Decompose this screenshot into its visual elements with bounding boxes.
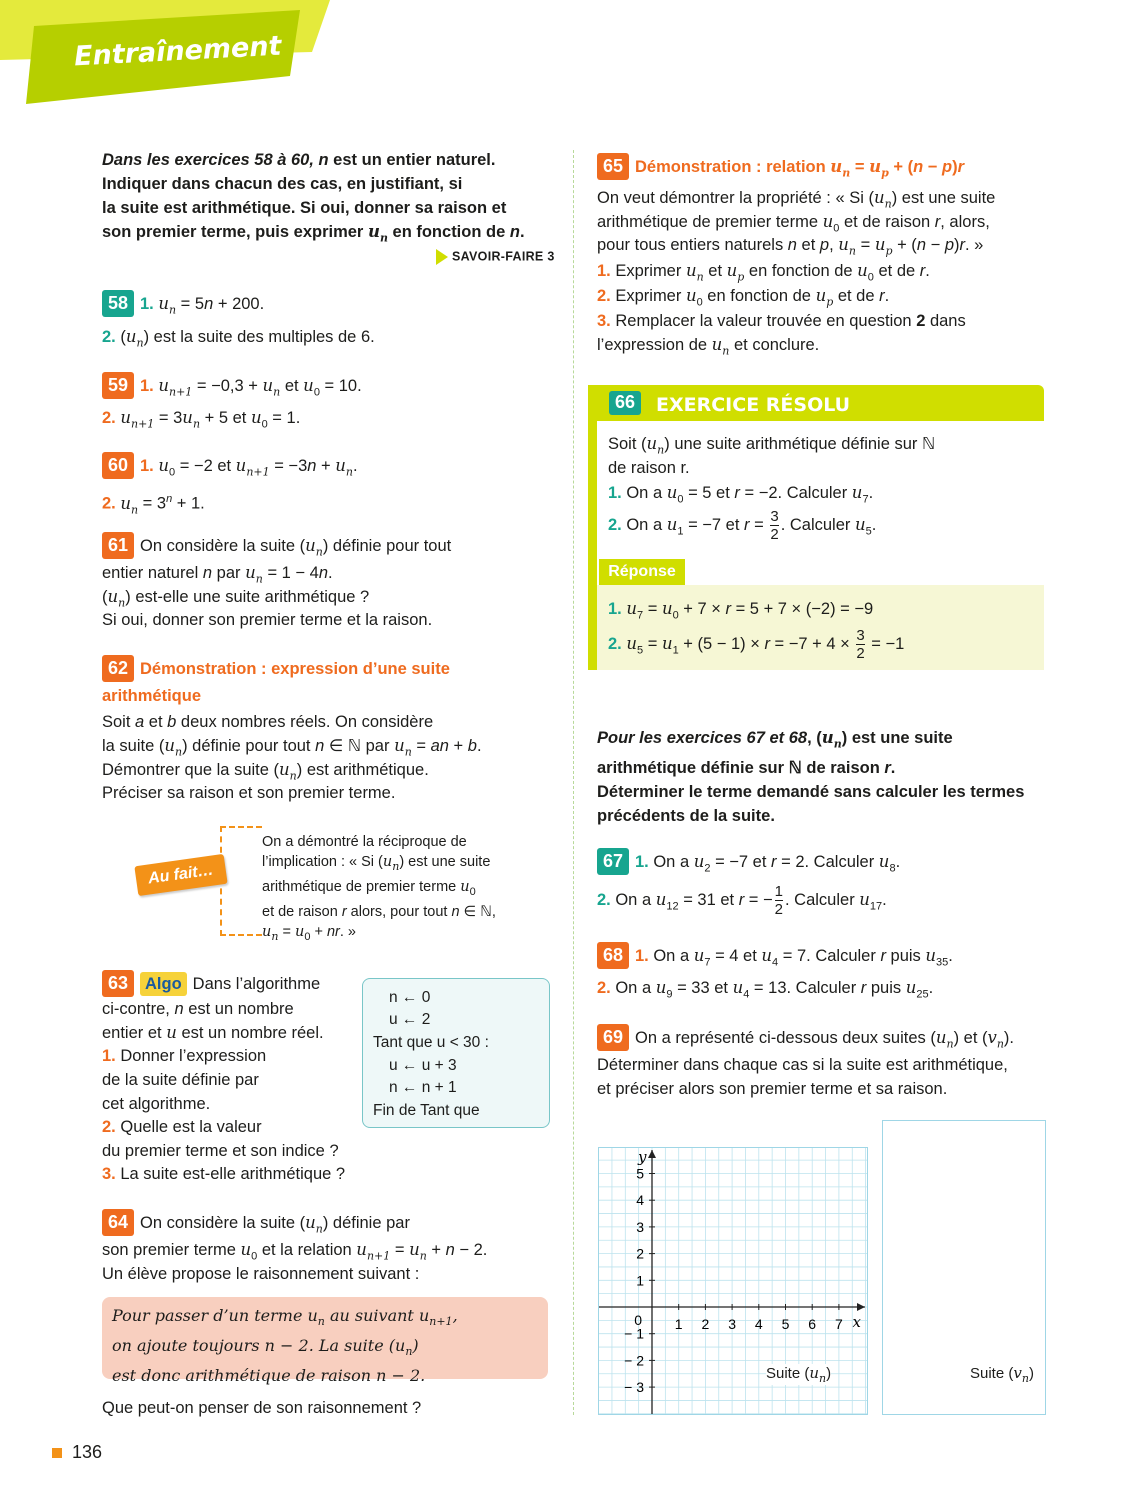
x-tick-label: 7 <box>835 1316 843 1332</box>
ex66-r1: 1. $u_7 = u_0 + 7 \times r = 5 + 7 \times (-2) = -9$ <box>608 599 874 622</box>
ex64-question: Que peut-on penser de son raisonnement ? <box>102 1399 422 1417</box>
ex65-q1: 1. Exprimer $u_n$ et $u_p$ en fonction de $u_0$ et de r. <box>597 261 930 284</box>
ex69-l1: 69 On a représenté ci-dessous deux suites $(u_n)$ et $(v_n)$. <box>597 1024 1014 1056</box>
ex65-number: 65 <box>597 153 629 180</box>
ex66-number-wrap <box>609 391 647 415</box>
ex67-q2: 2. On a $u_{12} = 31$ et r = − $\frac{1}{2}$ . Calculer $u_{17}$. <box>597 883 887 919</box>
algo-line: n ← 0 <box>389 989 431 1006</box>
algo-line: Fin de Tant que <box>373 1102 480 1119</box>
page-marker <box>52 1448 62 1458</box>
ex61-l3: $(u_n)$ est-elle une suite arithmétique ? <box>102 587 370 610</box>
ex65-q3a: 3. Remplacer la valeur trouvée en question 2 dans <box>597 312 966 330</box>
ex63-q3: 3. La suite est-elle arithmétique ? <box>102 1165 346 1183</box>
intro-67-68: Pour les exercices 67 et 68, $(u_n)$ est une suite arithmétique définie sur ℕ de raison r. Déterminer le terme demandé sans calculer les termes précédents de la suite. <box>597 728 1025 826</box>
ex68-q2: 2. On a $u_9 = 33$ et $u_4 = 13$. Calculer r puis $u_{25}$. <box>597 978 934 1001</box>
ex59-q2: 2. $u_{n+1} = 3u_n + 5$ et $u_0 = 1$. <box>102 408 301 431</box>
ex66-l1: Soit $(u_n)$ une suite arithmétique définie sur ℕ <box>608 434 936 457</box>
ex62-title: 62 Démonstration : expression d’une suite <box>102 655 450 682</box>
ex58-number: 58 <box>102 290 134 317</box>
algo-line: n ← n + 1 <box>389 1079 457 1096</box>
ex61-l4: Si oui, donner son premier terme et la raison. <box>102 611 433 629</box>
ex67-number: 67 <box>597 848 629 875</box>
ex69-l2: Déterminer dans chaque cas si la suite est arithmétique, <box>597 1056 1008 1074</box>
ex59-q1: 59 1. $u_{n+1} = -0,3 + u_n$ et $u_0 = 10$. <box>102 372 362 404</box>
algo-line: u ← 2 <box>389 1011 431 1028</box>
ex58-q2: 2. $(u_n)$ est la suite des multiples de 6. <box>102 327 375 350</box>
ex63-q2b: du premier terme et son indice ? <box>102 1142 339 1160</box>
ex64-number: 64 <box>102 1209 134 1236</box>
ex65-l3: pour tous entiers naturels n et p, $u_n = u_p + (n - p)r$. » <box>597 235 984 258</box>
y-tick-label: − 1 <box>624 1325 644 1342</box>
ex62-number: 62 <box>102 655 134 682</box>
ex66-l2: de raison r. <box>608 459 690 477</box>
x-tick-label: 2 <box>701 1316 710 1332</box>
ex65-title: 65 Démonstration : relation $u_n = u_p + (n - p)r$ <box>597 153 964 185</box>
ex63-q1c: cet algorithme. <box>102 1095 211 1113</box>
y-tick-label: 1 <box>636 1272 644 1289</box>
y-axis-arrow <box>648 1150 656 1158</box>
ex64-l1: 64 On considère la suite $(u_n)$ définie par <box>102 1209 410 1241</box>
ex63-q1a: 1. Donner l’expression <box>102 1047 267 1065</box>
ex62-l2: la suite $(u_n)$ définie pour tout n ∈ ℕ par $u_n$ = an + b. <box>102 736 482 759</box>
y-tick-label: − 2 <box>624 1352 644 1369</box>
page-number: 136 <box>72 1442 103 1462</box>
y-tick-label: 3 <box>636 1218 644 1235</box>
ex59-number: 59 <box>102 372 134 399</box>
ex61-number: 61 <box>102 532 134 559</box>
ex63-l2: ci-contre, n est un nombre <box>102 1000 294 1018</box>
ex69-number: 69 <box>597 1024 629 1051</box>
ex67-q1: 67 1. On a $u_2 = -7$ et r = 2. Calculer $u_8$. <box>597 848 900 880</box>
y-tick-label: 5 <box>636 1165 644 1182</box>
ex58-q1: 58 1. $u_n = 5n + 200$. <box>102 290 264 322</box>
ex63-l3: entier et u est un nombre réel. <box>102 1023 324 1042</box>
ex66-q1: 1. On a $u_0 = 5$ et r = −2. Calculer $u_7$. <box>608 483 874 506</box>
ex66-number: 66 <box>609 391 641 415</box>
graph-u-caption: Suite $(u_n)$ <box>766 1364 832 1385</box>
x-tick-label: 4 <box>754 1316 763 1332</box>
ex68-q1: 68 1. On a $u_7 = 4$ et $u_4 = 7$. Calculer r puis $u_{35}$. <box>597 942 953 974</box>
ex65-l1: On veut démontrer la propriété : « Si $(u_n)$ est une suite <box>597 188 996 211</box>
resolu-title: EXERCICE RÉSOLU <box>656 394 851 416</box>
graph-v-caption: Suite $(v_n)$ <box>970 1364 1034 1385</box>
origin-label: 0 <box>634 1312 642 1328</box>
page-title: Entraînement <box>73 30 283 73</box>
ex62-title2: arithmétique <box>102 687 202 705</box>
ex60-number: 60 <box>102 452 134 479</box>
y-tick-label: 4 <box>636 1192 644 1209</box>
y-tick-label: 2 <box>636 1245 644 1262</box>
ex62-l3: Démontrer que la suite $(u_n)$ est arithmétique. <box>102 760 429 783</box>
ex64-l2: son premier terme $u_0$ et la relation $u_{n+1} = u_n + n - 2$. <box>102 1240 488 1263</box>
ex63-number: 63 <box>102 970 134 997</box>
ex61-l1: 61 On considère la suite $(u_n)$ définie pour tout <box>102 532 451 564</box>
ex60-q2: 2. $u_n = 3^n + 1$. <box>102 493 205 516</box>
x-axis-arrow <box>857 1303 865 1311</box>
column-separator <box>573 150 574 1415</box>
ex65-q3b: l’expression de $u_n$ et conclure. <box>597 335 820 358</box>
ex63-q1b: de la suite définie par <box>102 1071 259 1089</box>
play-icon <box>436 249 448 265</box>
intro-58-60: Dans les exercices 58 à 60, n est un entier naturel. Indiquer dans chacun des cas, en justifiant, si la suite est arithmétique. Si oui, donner sa raison et son premier terme, puis exprimer $u_n$ en fonction de n. <box>102 151 525 245</box>
au-fait-tag: Au fait… <box>134 854 227 896</box>
x-tick-label: 1 <box>674 1316 683 1332</box>
ex68-number: 68 <box>597 942 629 969</box>
ex69-l3: et préciser alors son premier terme et sa raison. <box>597 1080 948 1098</box>
ex62-l4: Préciser sa raison et son premier terme. <box>102 784 396 802</box>
ex63-l1: 63 Algo Dans l’algorithme <box>102 970 320 997</box>
ex66-r2: 2. $u_5 = u_1 + (5 - 1) \times r = -7 + 4$ × $\frac{3}{2}$ = −1 <box>608 627 905 663</box>
ex66-q2: 2. On a $u_1 = -7$ et r = $\frac{3}{2}$ . Calculer $u_5$. <box>608 508 877 544</box>
reponse-tag: Réponse <box>599 559 685 585</box>
ex65-l2: arithmétique de premier terme $u_0$ et de raison r, alors, <box>597 212 990 235</box>
ex62-l1: Soit a et b deux nombres réels. On considère <box>102 713 434 731</box>
y-axis-label: y <box>638 1148 647 1166</box>
resolu-left-bar <box>588 385 597 670</box>
y-tick-label: − 3 <box>624 1379 644 1396</box>
algo-line: u ← u + 3 <box>389 1057 457 1074</box>
algo-tag: Algo <box>140 972 187 996</box>
ex60-q1: 60 1. $u_0 = -2$ et $u_{n+1} = -3n + u_n$. <box>102 452 358 484</box>
ex65-q2: 2. Exprimer $u_0$ en fonction de $u_p$ et de r. <box>597 286 890 309</box>
ex64-l3: Un élève propose le raisonnement suivant : <box>102 1265 420 1283</box>
student-reasoning: Pour passer d’un terme $u_n$ au suivant $u_{n+1}$, on ajoute toujours n − 2. La suite $(u_n)$ est donc arithmétique de raison n − 2. <box>112 1306 458 1386</box>
x-tick-label: 5 <box>781 1316 790 1332</box>
ex63-q2a: 2. Quelle est la valeur <box>102 1118 262 1136</box>
savoir-faire-link[interactable]: SAVOIR-FAIRE 3 <box>436 249 555 265</box>
au-fait-text: On a démontré la réciproque de l’implication : « Si $(u_n)$ est une suite arithmétique de premier terme $u_0$ et de raison r alors, pour tout n ∈ ℕ, $u_n = u_0$ + nr. » <box>262 834 496 943</box>
x-tick-label: 6 <box>808 1316 817 1332</box>
x-axis-label: x <box>852 1313 861 1331</box>
x-tick-label: 3 <box>728 1316 736 1332</box>
ex61-l2: entier naturel n par $u_n = 1 - 4n$. <box>102 563 333 586</box>
algorithm-box <box>362 978 550 1128</box>
algo-line: Tant que u < 30 : <box>373 1034 489 1051</box>
